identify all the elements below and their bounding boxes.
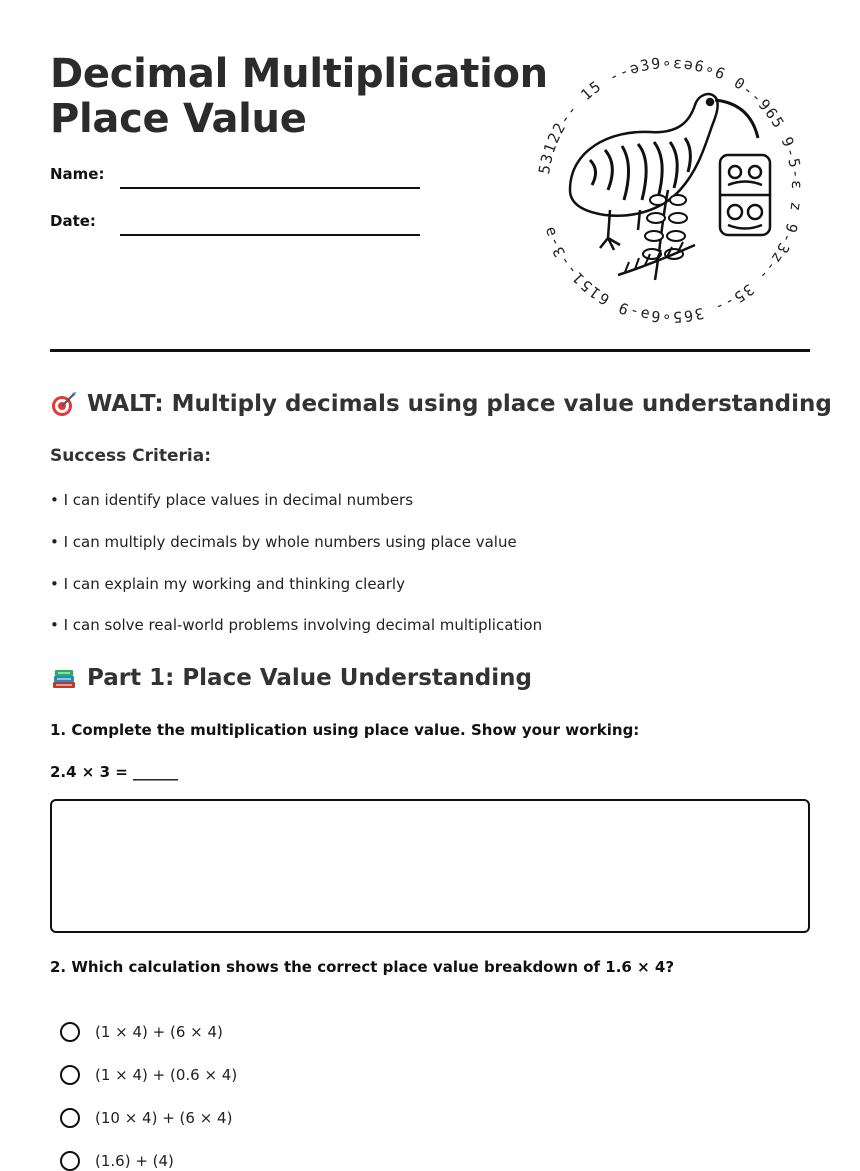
option-d[interactable] (60, 1151, 174, 1171)
criteria-item: • I can identify place values in decimal numbers (50, 491, 414, 509)
criteria-item: • I can solve real-world problems involving decimal multiplication (50, 616, 543, 634)
emblem-ring-text: 53122-- 15 --ə39∘ɛə6∘6 0--965 9-5-ɛ z 9-3z-- 35-- 365∘6ə-9 6151--3-ə (535, 53, 807, 327)
question-2-prompt: 2. Which calculation shows the correct place value breakdown of 1.6 × 4? (50, 958, 675, 976)
question-1-equation: 2.4 × 3 = ______ (50, 763, 179, 781)
walt-text: WALT: Multiply decimals using place value understanding (87, 391, 832, 417)
radio-button[interactable] (60, 1022, 80, 1042)
title-line-1: Decimal Multiplication (50, 51, 548, 97)
part1-heading (50, 664, 532, 692)
radio-button[interactable] (60, 1108, 80, 1128)
target-dart-icon (50, 390, 78, 418)
date-label: Date: (50, 212, 96, 230)
criteria-item: • I can explain my working and thinking clearly (50, 575, 405, 593)
question-1-prompt: 1. Complete the multiplication using place value. Show your working: (50, 721, 640, 739)
walt-heading (50, 390, 832, 418)
section-divider (50, 349, 810, 352)
option-label: (1.6) + (4) (95, 1152, 174, 1170)
radio-button[interactable] (60, 1151, 80, 1171)
option-label: (1 × 4) + (6 × 4) (95, 1023, 223, 1041)
option-label: (1 × 4) + (0.6 × 4) (95, 1066, 238, 1084)
kiwi-fern-emblem (530, 50, 810, 330)
radio-button[interactable] (60, 1065, 80, 1085)
name-label: Name: (50, 165, 105, 183)
books-icon (50, 664, 78, 692)
part1-title: Part 1: Place Value Understanding (87, 665, 532, 691)
title-line-2: Place Value (50, 96, 307, 142)
criteria-item: • I can multiply decimals by whole numbers using place value (50, 533, 517, 551)
option-c[interactable] (60, 1108, 232, 1128)
page-title (50, 52, 548, 142)
option-a[interactable] (60, 1022, 223, 1042)
success-criteria-title: Success Criteria: (50, 446, 212, 466)
date-field[interactable] (120, 234, 420, 236)
name-field[interactable] (120, 187, 420, 189)
option-label: (10 × 4) + (6 × 4) (95, 1109, 233, 1127)
carved-panel-icon (720, 155, 770, 235)
question-1-answer-box[interactable] (50, 799, 810, 933)
option-b[interactable] (60, 1065, 237, 1085)
